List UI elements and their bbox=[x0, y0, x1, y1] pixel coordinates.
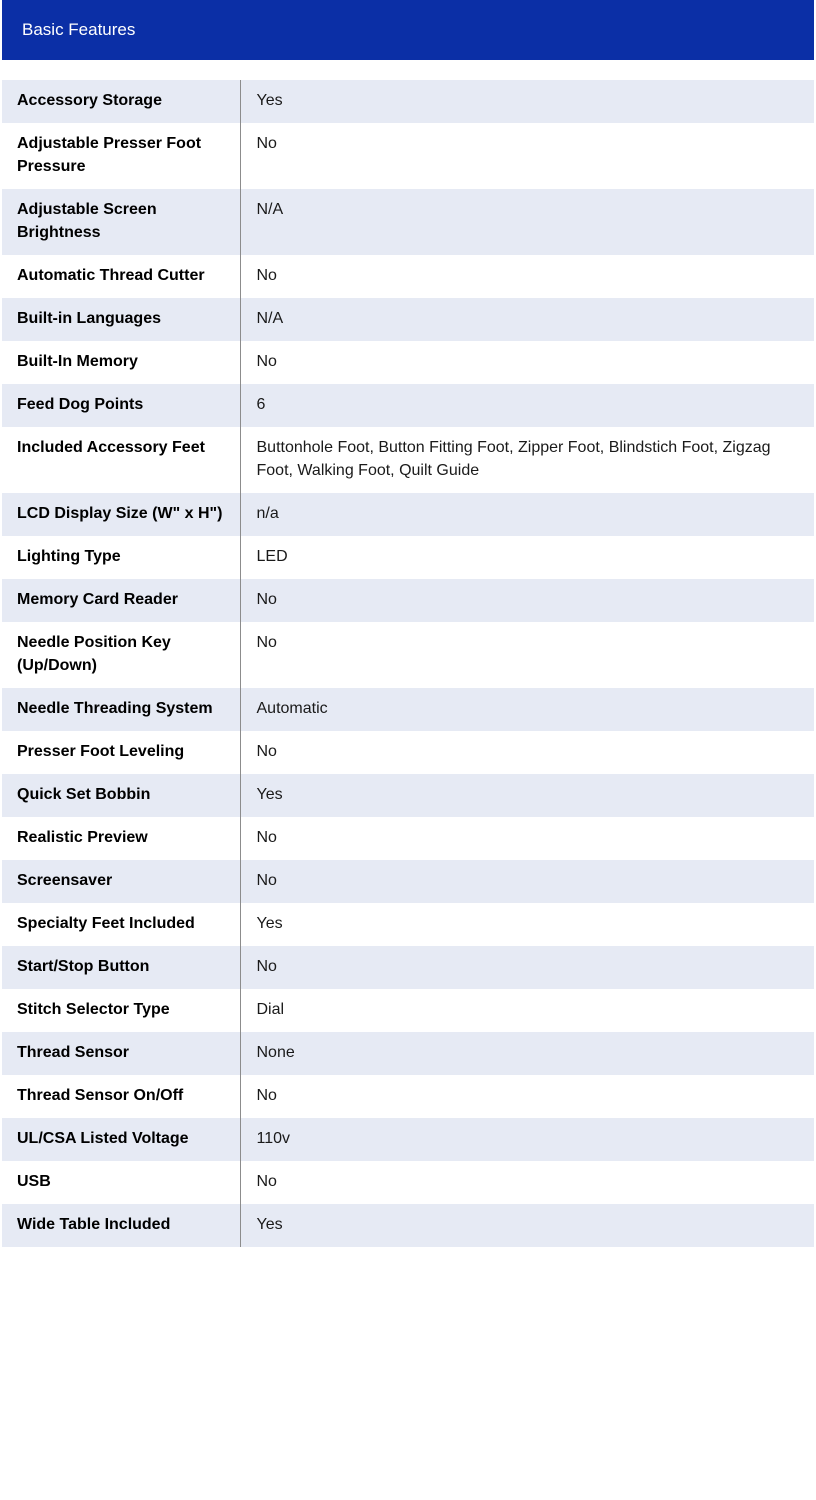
feature-label: Included Accessory Feet bbox=[2, 427, 240, 493]
feature-value: Automatic bbox=[240, 688, 814, 731]
table-row bbox=[2, 255, 814, 298]
table-row bbox=[2, 536, 814, 579]
table-row bbox=[2, 189, 814, 255]
feature-value: No bbox=[240, 1075, 814, 1118]
feature-value: Yes bbox=[240, 80, 814, 123]
table-row bbox=[2, 903, 814, 946]
feature-label: Start/Stop Button bbox=[2, 946, 240, 989]
feature-value: Yes bbox=[240, 774, 814, 817]
feature-label: Adjustable Screen Brightness bbox=[2, 189, 240, 255]
feature-value: LED bbox=[240, 536, 814, 579]
section-header bbox=[2, 0, 814, 60]
table-row bbox=[2, 80, 814, 123]
table-row bbox=[2, 341, 814, 384]
table-row bbox=[2, 1161, 814, 1204]
table-row bbox=[2, 1204, 814, 1247]
table-row bbox=[2, 622, 814, 688]
table-row bbox=[2, 1075, 814, 1118]
features-table bbox=[2, 80, 814, 1247]
feature-value: N/A bbox=[240, 189, 814, 255]
feature-label: Needle Threading System bbox=[2, 688, 240, 731]
feature-label: Thread Sensor bbox=[2, 1032, 240, 1075]
feature-label: Needle Position Key (Up/Down) bbox=[2, 622, 240, 688]
feature-label: Stitch Selector Type bbox=[2, 989, 240, 1032]
feature-label: Quick Set Bobbin bbox=[2, 774, 240, 817]
feature-label: Specialty Feet Included bbox=[2, 903, 240, 946]
feature-label: Built-In Memory bbox=[2, 341, 240, 384]
table-row bbox=[2, 579, 814, 622]
feature-value: None bbox=[240, 1032, 814, 1075]
feature-label: Adjustable Presser Foot Pressure bbox=[2, 123, 240, 189]
features-table-body bbox=[2, 80, 814, 1247]
feature-value: No bbox=[240, 123, 814, 189]
feature-label: Thread Sensor On/Off bbox=[2, 1075, 240, 1118]
table-row bbox=[2, 731, 814, 774]
feature-value: Dial bbox=[240, 989, 814, 1032]
table-row bbox=[2, 946, 814, 989]
feature-label: Feed Dog Points bbox=[2, 384, 240, 427]
feature-value: 6 bbox=[240, 384, 814, 427]
feature-value: No bbox=[240, 579, 814, 622]
feature-label: USB bbox=[2, 1161, 240, 1204]
feature-label: Accessory Storage bbox=[2, 80, 240, 123]
feature-label: Memory Card Reader bbox=[2, 579, 240, 622]
feature-label: LCD Display Size (W" x H") bbox=[2, 493, 240, 536]
feature-value: No bbox=[240, 860, 814, 903]
feature-label: Lighting Type bbox=[2, 536, 240, 579]
feature-value: No bbox=[240, 622, 814, 688]
feature-value: Buttonhole Foot, Button Fitting Foot, Zipper Foot, Blindstich Foot, Zigzag Foot, Walking Foot, Quilt Guide bbox=[240, 427, 814, 493]
feature-value: No bbox=[240, 341, 814, 384]
feature-value: 110v bbox=[240, 1118, 814, 1161]
table-row bbox=[2, 1118, 814, 1161]
table-row bbox=[2, 817, 814, 860]
section-title: Basic Features bbox=[22, 20, 136, 39]
table-row bbox=[2, 688, 814, 731]
table-row bbox=[2, 298, 814, 341]
feature-label: Wide Table Included bbox=[2, 1204, 240, 1247]
feature-value: No bbox=[240, 1161, 814, 1204]
feature-value: Yes bbox=[240, 1204, 814, 1247]
table-row bbox=[2, 384, 814, 427]
table-row bbox=[2, 493, 814, 536]
feature-value: No bbox=[240, 946, 814, 989]
feature-label: Automatic Thread Cutter bbox=[2, 255, 240, 298]
feature-label: Presser Foot Leveling bbox=[2, 731, 240, 774]
feature-label: Realistic Preview bbox=[2, 817, 240, 860]
feature-value: N/A bbox=[240, 298, 814, 341]
table-row bbox=[2, 989, 814, 1032]
feature-label: UL/CSA Listed Voltage bbox=[2, 1118, 240, 1161]
feature-value: Yes bbox=[240, 903, 814, 946]
feature-value: No bbox=[240, 255, 814, 298]
table-row bbox=[2, 123, 814, 189]
table-row bbox=[2, 427, 814, 493]
table-row bbox=[2, 860, 814, 903]
feature-label: Screensaver bbox=[2, 860, 240, 903]
feature-value: No bbox=[240, 731, 814, 774]
feature-label: Built-in Languages bbox=[2, 298, 240, 341]
table-row bbox=[2, 774, 814, 817]
feature-value: No bbox=[240, 817, 814, 860]
feature-value: n/a bbox=[240, 493, 814, 536]
table-row bbox=[2, 1032, 814, 1075]
